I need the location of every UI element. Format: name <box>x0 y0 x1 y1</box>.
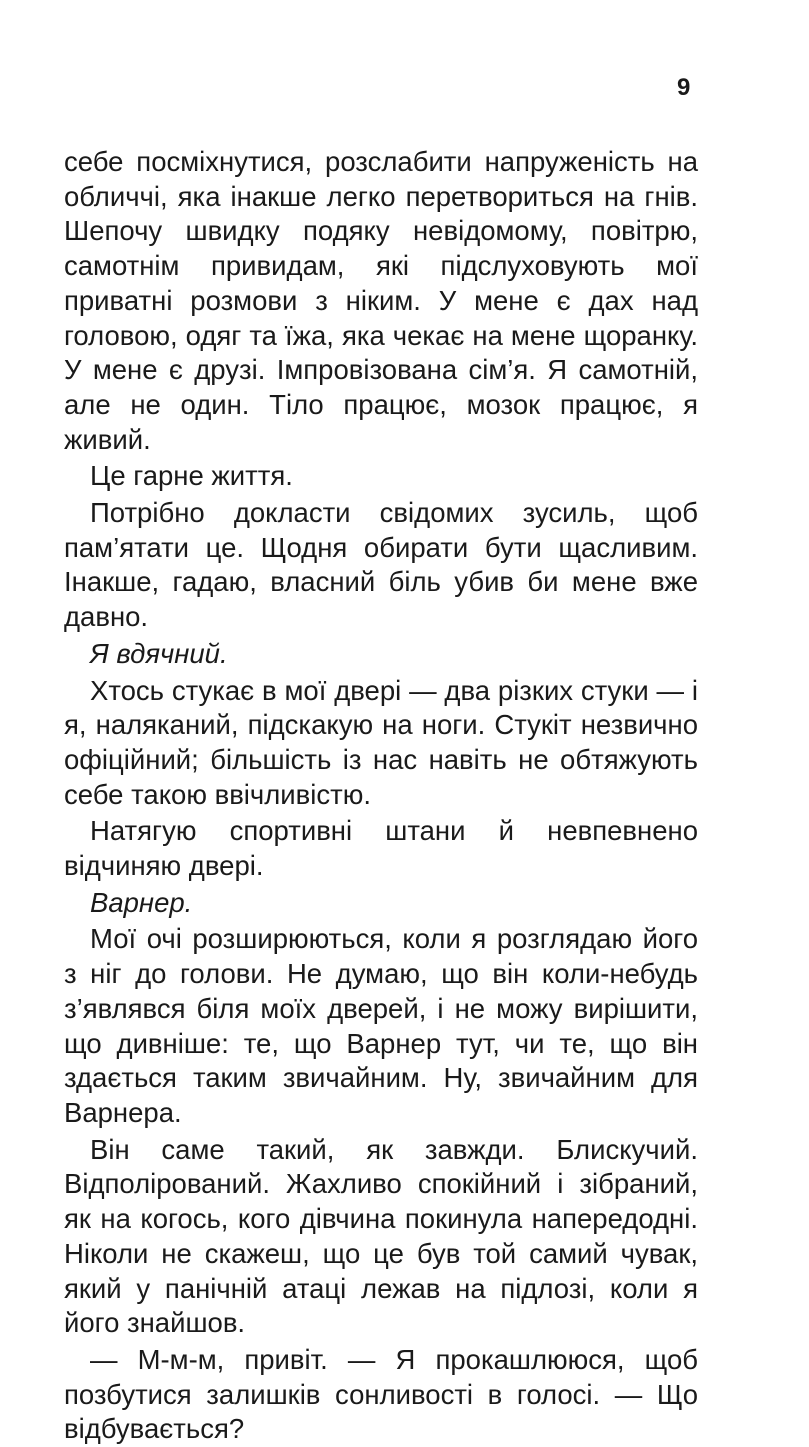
paragraph: Мої очі розширюються, коли я розглядаю його з ніг до голови. Не думаю, що він коли-небудь з’являвся біля моїх дверей, і не можу вирішити, що дивніше: те, що Варнер тут, чи те, що він здається таким звичайним. Ну, звичайним для Варнера. <box>64 923 698 1128</box>
paragraph: Натягую спортивні штани й невпевнено відчиняю двері. <box>64 815 698 882</box>
paragraph: себе посміхнутися, розслабити напруженість на обличчі, яка інакше легко перетвориться на гнів. Шепочу швидку подяку невідомому, повітрю, самотнім привидам, які підслуховують мої приватні розмови з ніким. У мене є дах над головою, одяг та їжа, яка чекає на мене щоранку. У мене є друзі. Імпровізована сім’я. Я самотній, але не один. Тіло працює, мозок працює, я живий. <box>64 146 698 455</box>
body-text <box>64 145 698 1447</box>
paragraph: Хтось стукає в мої двері — два різких стуки — і я, наляканий, підскакую на ноги. Стукіт незвично офіційний; більшість із нас навіть не обтяжують себе такою ввічливістю. <box>64 674 698 810</box>
paragraph: Це гарне життя. <box>90 460 293 492</box>
page-number: 9 <box>677 74 691 101</box>
paragraph: Потрібно докласти свідомих зусиль, щоб пам’ятати це. Щодня обирати бути щасливим. Інакше, гадаю, власний біль убив би мене вже давно. <box>64 497 698 633</box>
paragraph: — М-м-м, привіт. — Я прокашлююся, щоб позбутися залишків сонливості в голосі. — Що відбувається? <box>64 1343 698 1445</box>
paragraph: Він саме такий, як завжди. Блискучий. Відполірований. Жахливо спокійний і зібраний, як на когось, кого дівчина покинула напередодні. Ніколи не скажеш, що це був той самий чувак, який у панічній атаці лежав на підлозі, коли я його знайшов. <box>64 1133 698 1339</box>
paragraph-italic: Варнер. <box>90 886 193 918</box>
paragraph-italic: Я вдячний. <box>90 637 228 669</box>
